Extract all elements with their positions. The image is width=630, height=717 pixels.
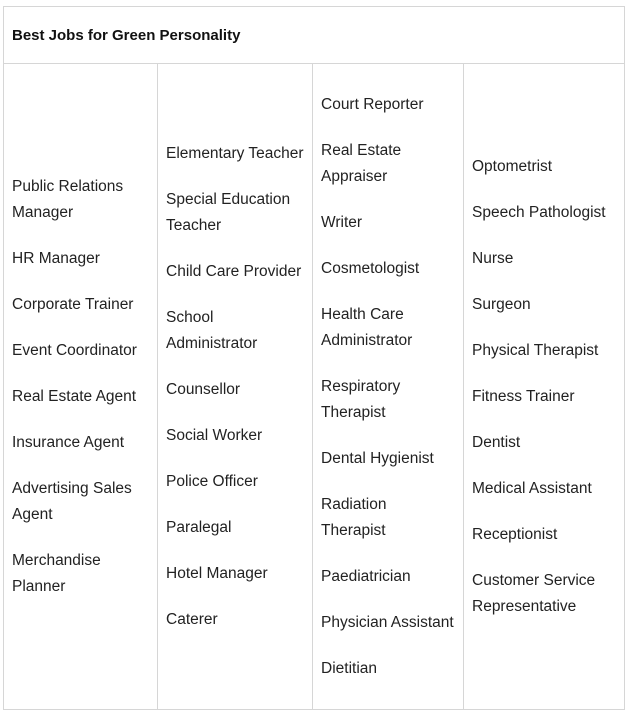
- job-item: Fitness Trainer: [472, 387, 575, 405]
- job-column-3: [313, 64, 464, 709]
- job-item: Health Care Administrator: [321, 305, 413, 349]
- job-item: Caterer: [166, 610, 218, 628]
- job-item: Counsellor: [166, 380, 241, 398]
- job-item: Merchandise Planner: [12, 551, 101, 595]
- job-item: Surgeon: [472, 295, 531, 313]
- job-item: Cosmetologist: [321, 259, 420, 277]
- job-item: Elementary Teacher: [166, 144, 304, 162]
- job-item: Receptionist: [472, 525, 558, 543]
- job-item: Insurance Agent: [12, 433, 125, 451]
- job-item: School Administrator: [166, 308, 258, 352]
- job-item: Hotel Manager: [166, 564, 268, 582]
- job-item: Dietitian: [321, 659, 377, 677]
- job-item: Child Care Provider: [166, 262, 302, 280]
- job-item: Customer Service Representative: [472, 571, 596, 615]
- job-item: Dental Hygienist: [321, 449, 434, 467]
- job-item: Police Officer: [166, 472, 258, 490]
- job-item: Speech Pathologist: [472, 203, 606, 221]
- job-item: Advertising Sales Agent: [12, 479, 132, 523]
- job-column-1: [4, 64, 158, 709]
- job-item: Medical Assistant: [472, 479, 592, 497]
- job-item: Event Coordinator: [12, 341, 137, 359]
- job-item: Special Education Teacher: [166, 190, 291, 234]
- job-item: Paediatrician: [321, 567, 411, 585]
- job-item: Nurse: [472, 249, 514, 267]
- job-item: Radiation Therapist: [321, 495, 387, 539]
- job-item: Court Reporter: [321, 95, 424, 113]
- job-item: Physical Therapist: [472, 341, 599, 359]
- job-item: Writer: [321, 213, 363, 231]
- table-body: [4, 64, 624, 709]
- job-item: HR Manager: [12, 249, 100, 267]
- job-item: Respiratory Therapist: [321, 377, 401, 421]
- job-item: Paralegal: [166, 518, 232, 536]
- job-item: Public Relations Manager: [12, 177, 124, 221]
- job-item: Physician Assistant: [321, 613, 454, 631]
- job-column-2: [158, 64, 313, 709]
- job-item: Dentist: [472, 433, 521, 451]
- table-header: [4, 7, 624, 64]
- job-item: Real Estate Agent: [12, 387, 137, 405]
- job-item: Social Worker: [166, 426, 263, 444]
- job-item: Real Estate Appraiser: [321, 141, 402, 185]
- table-title: Best Jobs for Green Personality: [12, 26, 241, 44]
- job-item: Optometrist: [472, 157, 553, 175]
- jobs-table: [3, 6, 625, 710]
- job-column-4: [464, 64, 624, 709]
- job-item: Corporate Trainer: [12, 295, 134, 313]
